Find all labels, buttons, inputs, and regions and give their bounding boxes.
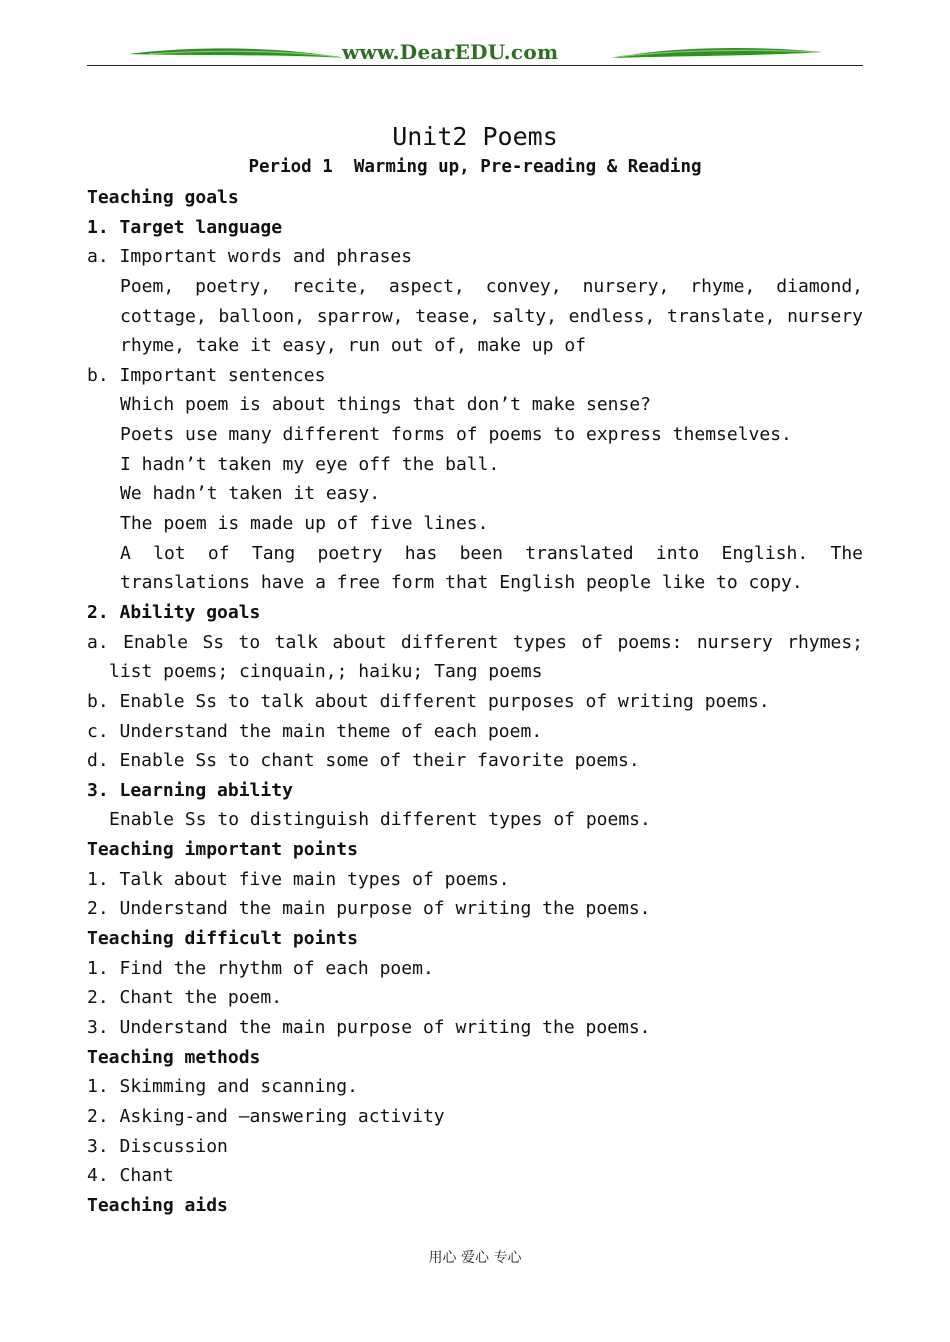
sentence-line: The poem is made up of five lines. bbox=[120, 513, 489, 535]
list-item: 3. Discussion bbox=[87, 1135, 228, 1157]
sentence-line: Poets use many different forms of poems to express themselves. bbox=[120, 424, 792, 446]
sentence-line: A lot of Tang poetry has been translated into English. The bbox=[120, 542, 863, 564]
list-item: c. Understand the main theme of each poem. bbox=[87, 720, 543, 742]
page-title: Unit2 Poems bbox=[392, 122, 558, 151]
words-line: Poem, poetry, recite, aspect, convey, nursery, rhyme, diamond, bbox=[120, 275, 863, 297]
section-heading: Teaching aids bbox=[87, 1194, 228, 1216]
list-item: 4. Chant bbox=[87, 1165, 174, 1187]
page-subtitle: Period 1 Warming up, Pre-reading & Reading bbox=[248, 157, 702, 177]
header-rule bbox=[87, 65, 863, 66]
sentence-line: We hadn’t taken it easy. bbox=[120, 483, 381, 505]
list-item: a. Enable Ss to talk about different types of poems: nursery rhymes; bbox=[87, 631, 863, 653]
section-heading: Teaching methods bbox=[87, 1046, 261, 1068]
paragraph: Enable Ss to distinguish different types of poems. bbox=[109, 809, 651, 831]
page-header bbox=[87, 38, 863, 70]
subsection-heading: 1. Target language bbox=[87, 216, 283, 238]
subsection-heading: 2. Ability goals bbox=[87, 601, 261, 623]
list-item: 3. Understand the main purpose of writing the poems. bbox=[87, 1016, 651, 1038]
words-line: rhyme, take it easy, run out of, make up of bbox=[120, 335, 586, 357]
green-swoosh-left bbox=[129, 44, 344, 64]
sentence-line: I hadn’t taken my eye off the ball. bbox=[120, 453, 500, 475]
list-item-continuation: list poems; cinquain,; haiku; Tang poems bbox=[109, 661, 543, 683]
subsection-heading: 3. Learning ability bbox=[87, 779, 293, 801]
list-item: b. Enable Ss to talk about different purposes of writing poems. bbox=[87, 690, 770, 712]
site-logo: www.DearEDU.com bbox=[342, 40, 559, 64]
list-label: b. Important sentences bbox=[87, 364, 326, 386]
list-item: 2. Understand the main purpose of writing the poems. bbox=[87, 898, 651, 920]
sentence-line: translations have a free form that English people like to copy. bbox=[120, 572, 803, 594]
document-body bbox=[87, 183, 863, 1220]
list-label: a. Important words and phrases bbox=[87, 246, 413, 268]
list-item: 1. Skimming and scanning. bbox=[87, 1076, 358, 1098]
list-item: d. Enable Ss to chant some of their favorite poems. bbox=[87, 750, 640, 772]
section-heading: Teaching important points bbox=[87, 839, 358, 861]
list-item: 1. Talk about five main types of poems. bbox=[87, 868, 510, 890]
list-item: 2. Chant the poem. bbox=[87, 987, 283, 1009]
list-item: 2. Asking-and –answering activity bbox=[87, 1105, 445, 1127]
sentence-line: Which poem is about things that don’t make sense? bbox=[120, 394, 652, 416]
green-swoosh-right bbox=[612, 44, 822, 64]
section-heading: Teaching difficult points bbox=[87, 928, 358, 950]
page-footer: 用心 爱心 专心 bbox=[428, 1250, 522, 1266]
section-heading: Teaching goals bbox=[87, 187, 239, 208]
list-item: 1. Find the rhythm of each poem. bbox=[87, 957, 434, 979]
words-line: cottage, balloon, sparrow, tease, salty, endless, translate, nursery bbox=[120, 305, 863, 327]
